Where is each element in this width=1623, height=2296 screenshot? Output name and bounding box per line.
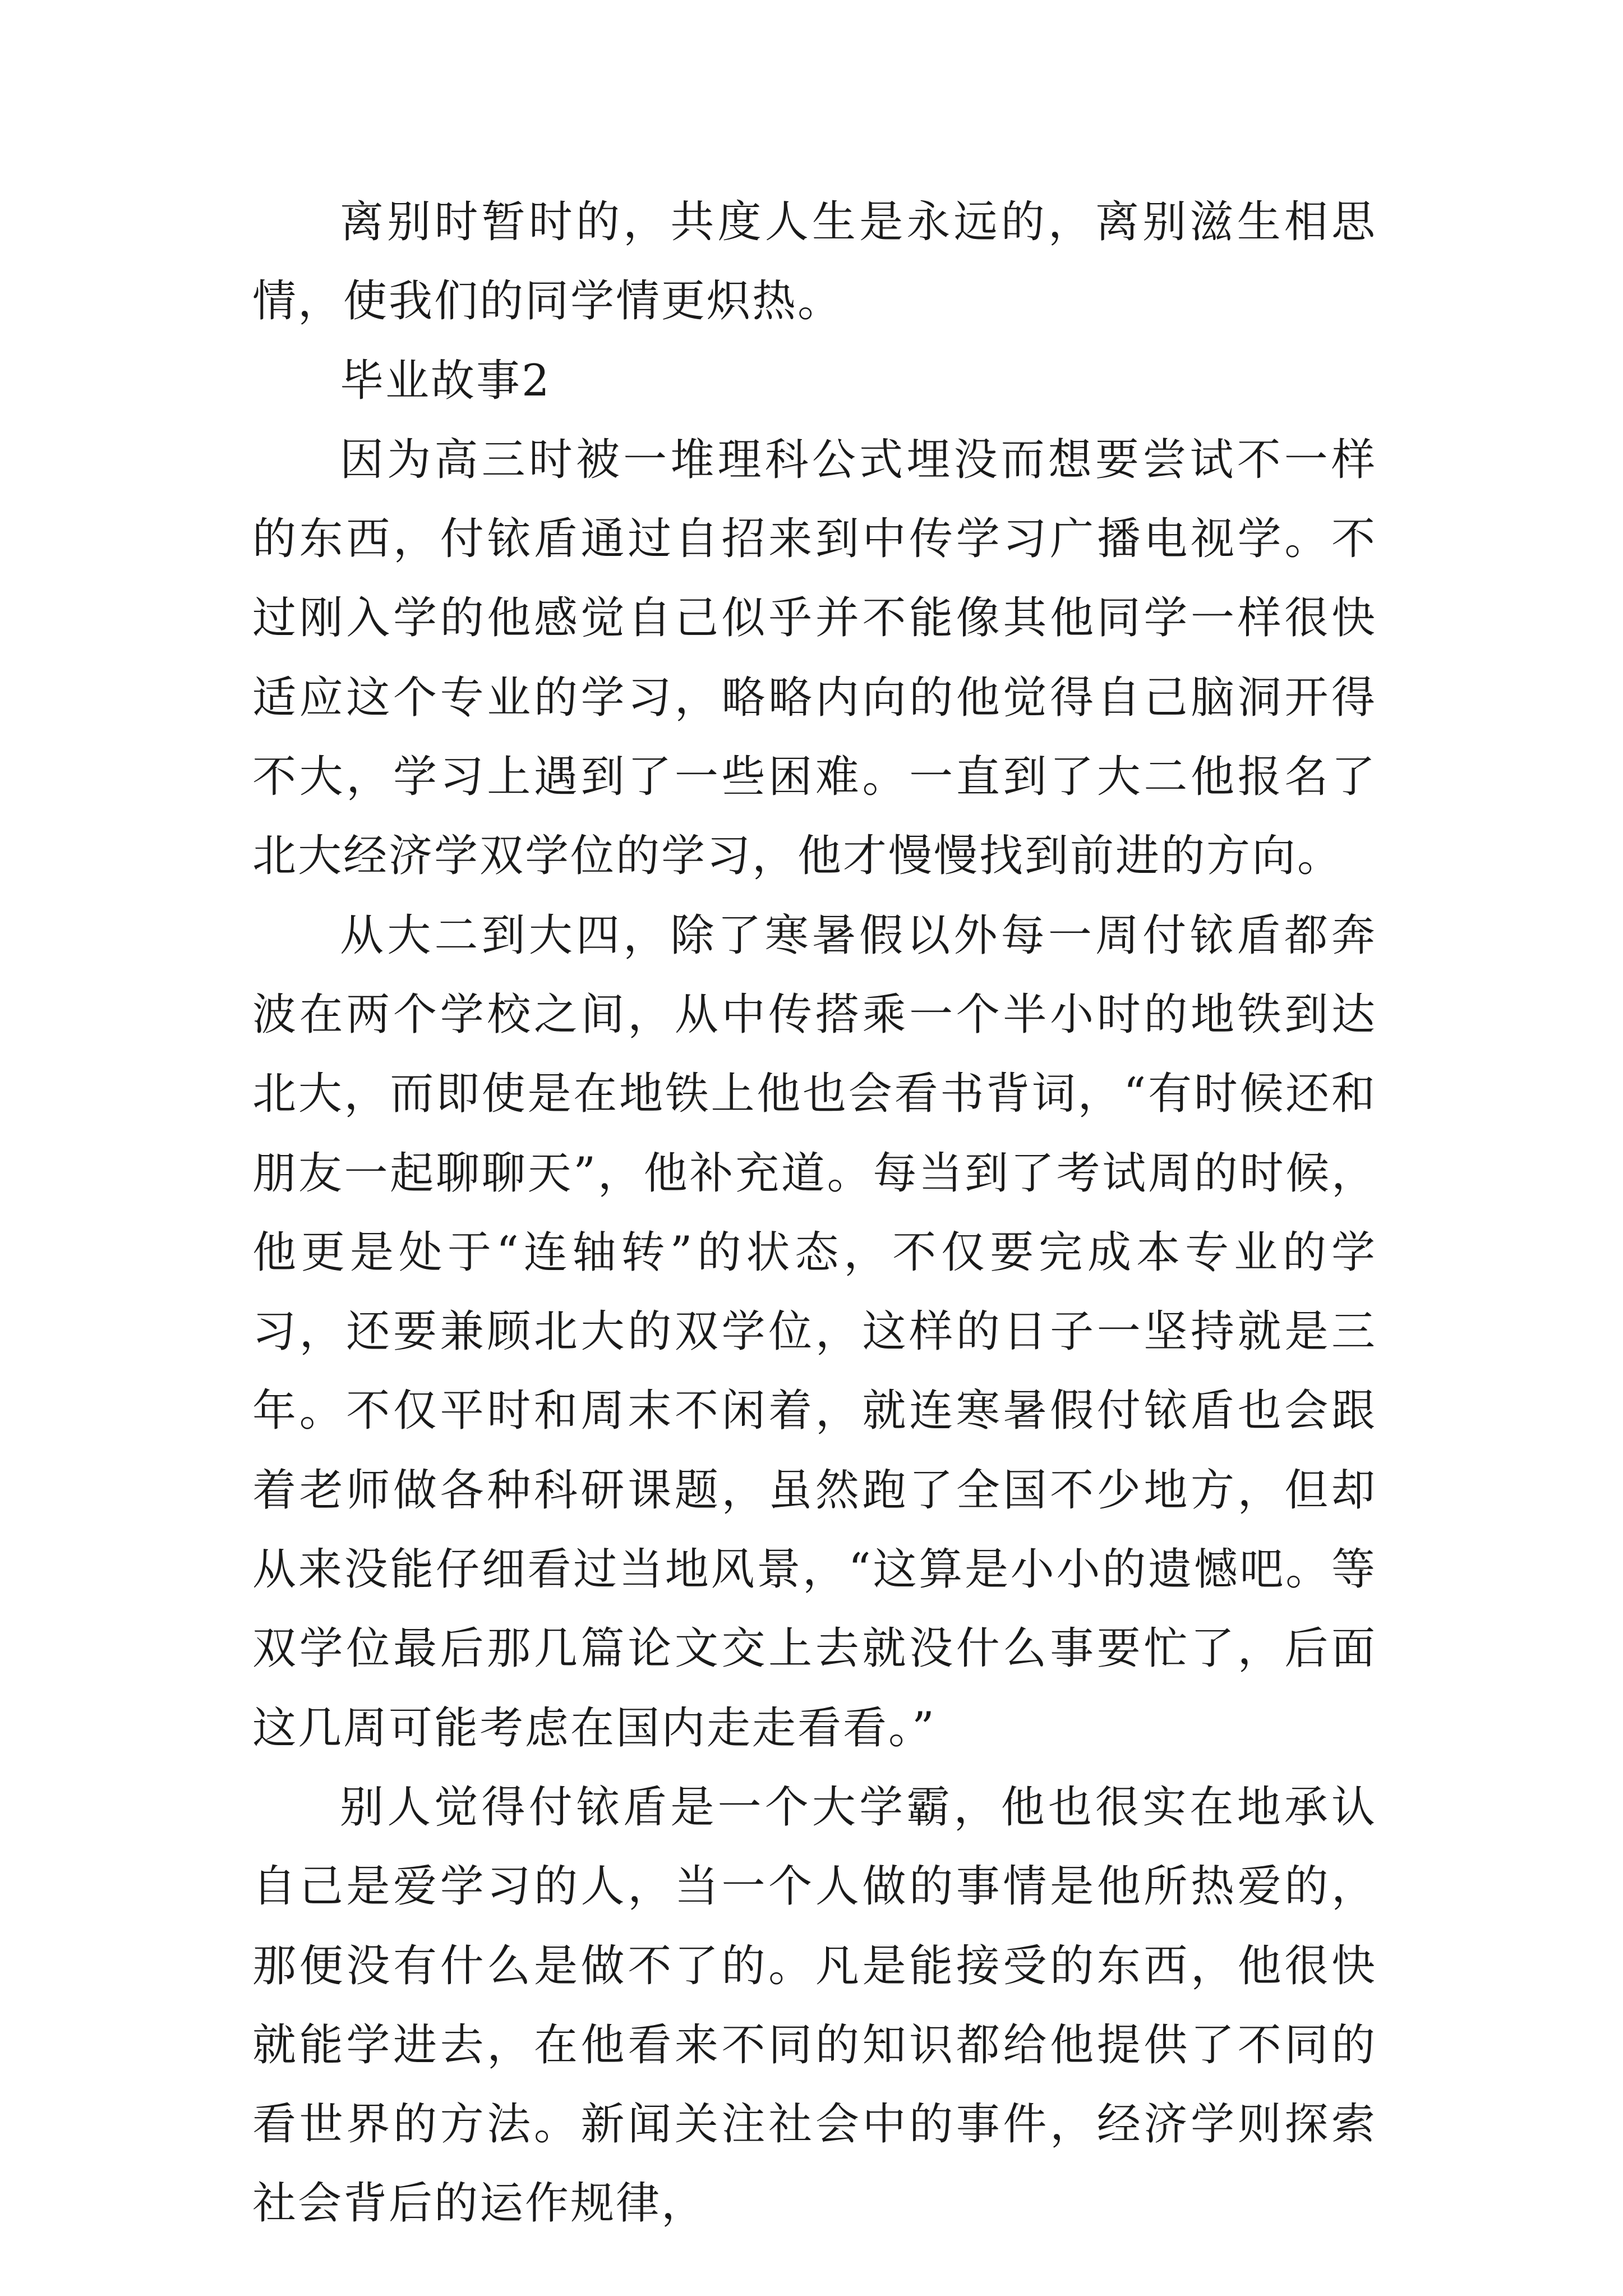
body-text bbox=[252, 183, 1377, 2244]
paragraph-love-of-learning: 别人觉得付铱盾是一个大学霸，他也很实在地承认自己是爱学习的人，当一个人做的事情是他所热爱的，那便没有什么是做不了的。凡是能接受的东西，他很快就能学进去，在他看来不同的知识都给他提供了不同的看世界的方法。新闻关注社会中的事件，经济学则探索社会背后的运作规律， bbox=[252, 1782, 1377, 2229]
paragraph-double-degree: 从大二到大四，除了寒暑假以外每一周付铱盾都奔波在两个学校之间，从中传搭乘一个半小时的地铁到达北大，而即使是在地铁上他也会看书背词，“有时候还和朋友一起聊聊天”，他补充道。每当到了考试周的时候，他更是处于“连轴转”的状态，不仅要完成本专业的学习，还要兼顾北大的双学位，这样的日子一坚持就是三年。不仅平时和周末不闲着，就连寒暑假付铱盾也会跟着老师做各种科研课题，虽然跑了全国不少地方，但却从来没能仔细看过当地风景，“这算是小小的遗憾吧。等双学位最后那几篇论文交上去就没什么事要忙了，后面这几周可能考虑在国内走走看看。” bbox=[252, 910, 1377, 1754]
section-heading: 毕业故事2 bbox=[340, 355, 551, 406]
paragraph-major-choice: 因为高三时被一堆理科公式埋没而想要尝试不一样的东西，付铱盾通过自招来到中传学习广播电视学。不过刚入学的他感觉自己似乎并不能像其他同学一样很快适应这个专业的学习，略略内向的他觉得自己脑洞开得不大，学习上遇到了一些困难。一直到了大二他报名了北大经济学双学位的学习，他才慢慢找到前进的方向。 bbox=[252, 434, 1377, 882]
paragraph-farewell: 离别时暂时的，共度人生是永远的，离别滋生相思情，使我们的同学情更炽热。 bbox=[252, 197, 1377, 327]
